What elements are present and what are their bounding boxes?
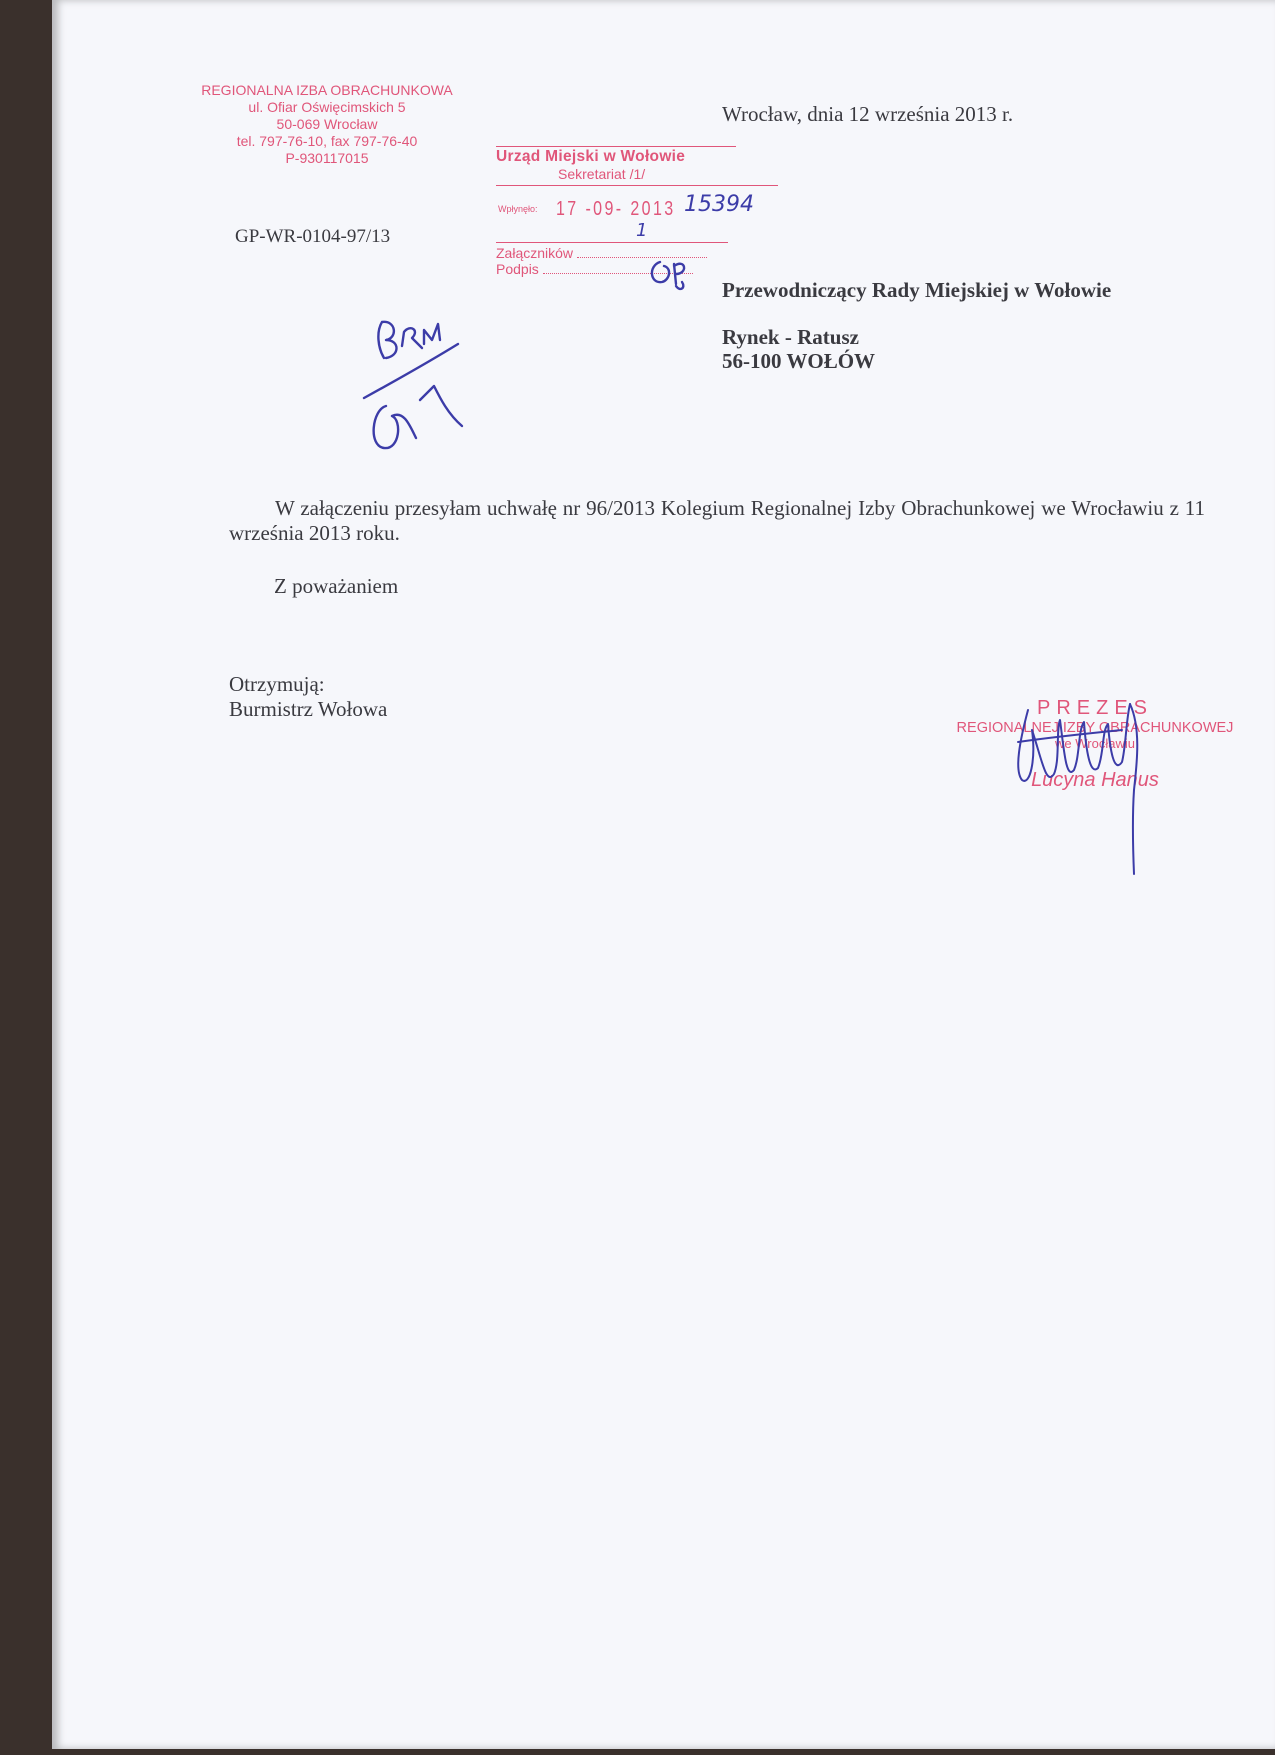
registry-received-label: Wpłynęło: bbox=[498, 204, 538, 214]
signature-organization: REGIONALNEJ IZBY OBRACHUNKOWEJ bbox=[956, 720, 1234, 736]
sender-stamp bbox=[192, 82, 462, 167]
sender-stamp-line: 50-069 Wrocław bbox=[276, 116, 378, 132]
sender-stamp-line: tel. 797-76-10, fax 797-76-40 bbox=[236, 133, 418, 149]
recipient-address bbox=[722, 278, 1111, 373]
sender-stamp-line: P-930117015 bbox=[285, 150, 369, 166]
recipient-item: Burmistrz Wołowa bbox=[229, 697, 388, 721]
recipient-name: Przewodniczący Rady Miejskiej w Wołowie bbox=[722, 278, 1112, 302]
registry-received-date: 17 -09- 2013 bbox=[556, 198, 676, 220]
registry-received-row bbox=[496, 192, 754, 228]
signature-name: Lucyna Hanus bbox=[1031, 769, 1159, 791]
registry-office: Urząd Miejski w Wołowie bbox=[496, 146, 736, 166]
registry-number: 15394 bbox=[684, 192, 754, 217]
body-text: W załączeniu przesyłam uchwałę nr 96/2013 Kolegium Regionalnej Izby Obrachunkowej we Wrocławiu z 11 września 2013 roku. bbox=[229, 496, 1205, 545]
date-line: Wrocław, dnia 12 września 2013 r. bbox=[722, 102, 1014, 126]
registry-attachments-label: Załączników bbox=[496, 245, 574, 261]
document-page bbox=[52, 0, 1275, 1749]
closing: Z poważaniem bbox=[274, 574, 399, 598]
registry-initials-signature bbox=[646, 254, 706, 294]
reference-number: GP-WR-0104-97/13 bbox=[235, 226, 391, 247]
attachment-count-row bbox=[496, 220, 736, 242]
sender-stamp-line: ul. Ofiar Oświęcimskich 5 bbox=[248, 99, 406, 115]
attachment-count: 1 bbox=[636, 220, 648, 241]
registry-department: Sekretariat /1/ bbox=[496, 166, 778, 186]
registry-signature-label: Podpis bbox=[496, 261, 539, 277]
registry-stamp bbox=[496, 146, 754, 277]
recipient-city: 56-100 WOŁÓW bbox=[722, 349, 876, 373]
recipients-label: Otrzymują: bbox=[229, 672, 325, 696]
recipients-list bbox=[229, 672, 387, 722]
signature-title: PREZES bbox=[1036, 697, 1154, 719]
signature-city: we Wrocławiu bbox=[1055, 736, 1135, 751]
handwritten-signature bbox=[1002, 690, 1162, 880]
sender-stamp-line: REGIONALNA IZBA OBRACHUNKOWA bbox=[201, 82, 453, 98]
handwritten-note bbox=[324, 310, 494, 460]
recipient-street: Rynek - Ratusz bbox=[722, 325, 859, 349]
